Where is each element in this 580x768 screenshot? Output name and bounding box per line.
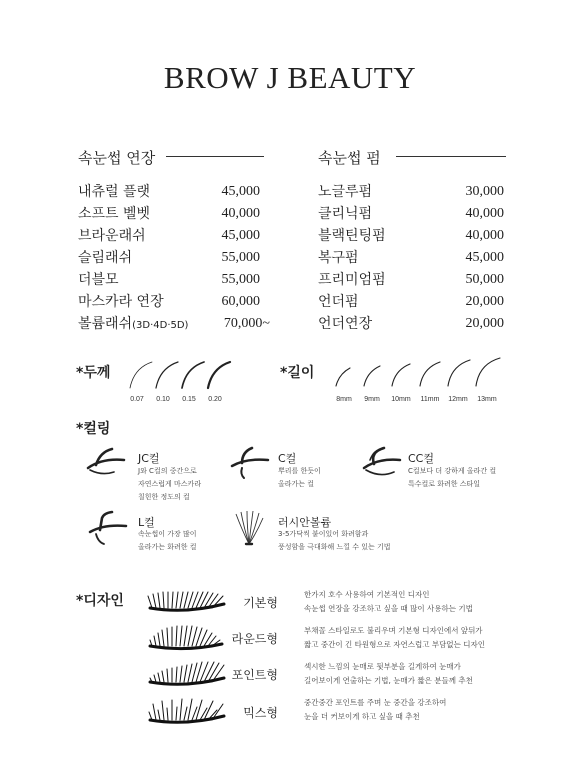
thickness-tick: 0.15 bbox=[182, 396, 196, 403]
design-name: 믹스형 bbox=[243, 706, 278, 720]
service-name: 복구펌 bbox=[318, 250, 359, 266]
lash-icon bbox=[392, 364, 410, 386]
curl-name: 러시안볼륨 bbox=[278, 516, 332, 529]
thickness-tick: 0.10 bbox=[156, 396, 170, 403]
lash-icon bbox=[208, 362, 230, 388]
length-tick: 9mm bbox=[364, 396, 380, 403]
curl-name: L컬 bbox=[138, 516, 155, 529]
curl-desc-line: 올라가는 컬 bbox=[278, 480, 315, 488]
service-name-sub: (3D·4D·5D) bbox=[132, 320, 189, 331]
length-tick: 11mm bbox=[420, 396, 440, 403]
service-price: 40,000 bbox=[221, 206, 260, 221]
c-curl-eye-icon bbox=[228, 446, 274, 480]
curl-name: JC컬 bbox=[138, 452, 160, 465]
thickness-label: *두께 bbox=[76, 365, 111, 381]
curl-desc-line: 속눈썹이 가장 많이 bbox=[138, 530, 197, 538]
lash-icon bbox=[336, 368, 350, 386]
service-name: 노글루펌 bbox=[318, 184, 373, 200]
length-tick: 12mm bbox=[448, 396, 468, 403]
curl-desc bbox=[278, 465, 321, 491]
service-price: 40,000 bbox=[465, 228, 504, 243]
curl-desc bbox=[138, 528, 197, 554]
service-name bbox=[78, 313, 188, 337]
design-name: 라운드형 bbox=[231, 632, 278, 646]
curl-desc-line: 3-5가닥씩 붙이있어 화려함과 bbox=[278, 530, 369, 538]
curl-desc-line: J와 C컬의 중간으로 bbox=[138, 467, 197, 475]
service-name: 마스카라 연장 bbox=[78, 294, 164, 310]
russian-volume-fan-icon bbox=[232, 510, 266, 546]
length-label: *길이 bbox=[280, 365, 315, 381]
service-name: 슬림래쉬 bbox=[78, 250, 133, 266]
price-row bbox=[78, 247, 260, 269]
service-name: 블랙틴팅펌 bbox=[318, 228, 386, 244]
perm-divider bbox=[396, 156, 506, 157]
lash-icon bbox=[156, 362, 178, 388]
design-label: *디자인 bbox=[76, 593, 124, 609]
design-name: 포인트형 bbox=[231, 668, 278, 682]
cc-curl-eye-icon bbox=[360, 446, 406, 480]
price-row bbox=[318, 269, 504, 291]
design-desc-line: 부채꼴 스타일로도 불리우며 기본형 디자인에서 앞뒤가 bbox=[304, 626, 483, 635]
service-name: 브라운래쉬 bbox=[78, 228, 146, 244]
service-price: 45,000 bbox=[465, 250, 504, 265]
service-price: 45,000 bbox=[221, 228, 260, 243]
service-name-main: 볼륨래쉬 bbox=[78, 316, 133, 332]
design-desc bbox=[304, 588, 473, 616]
thickness-tick: 0.07 bbox=[130, 396, 144, 403]
length-tick: 13mm bbox=[477, 396, 497, 403]
service-price: 70,000~ bbox=[223, 316, 270, 331]
service-price: 20,000 bbox=[465, 316, 504, 331]
service-name: 더블모 bbox=[78, 272, 119, 288]
price-row bbox=[78, 269, 260, 291]
service-price: 50,000 bbox=[465, 272, 504, 287]
lash-icon bbox=[476, 358, 500, 386]
length-tick: 8mm bbox=[336, 396, 352, 403]
design-desc bbox=[304, 660, 473, 688]
jc-curl-eye-icon bbox=[84, 446, 130, 480]
design-desc-line: 섹시한 느낌의 눈매로 뒷부분을 길게하여 눈매가 bbox=[304, 662, 461, 671]
service-name: 프리미엄펌 bbox=[318, 272, 386, 288]
lash-icon bbox=[364, 366, 380, 386]
design-desc-line: 길어보이게 연출하는 기법, 눈매가 짧은 분들께 추천 bbox=[304, 676, 473, 685]
thickness-lash-icons bbox=[124, 358, 244, 392]
curl-desc bbox=[278, 528, 391, 554]
service-price: 45,000 bbox=[221, 184, 260, 199]
lash-icon bbox=[130, 362, 152, 388]
curl-desc-line: C컬보다 더 강하게 올라간 컬 bbox=[408, 467, 497, 475]
design-desc-line: 눈을 더 커보이게 하고 싶을 때 추천 bbox=[304, 712, 420, 721]
curl-desc-line: 뿌리를 한듯이 bbox=[278, 467, 321, 475]
thickness-tick: 0.20 bbox=[208, 396, 222, 403]
curl-desc-line: 자연스럽게 마스카라 bbox=[138, 480, 202, 488]
price-row bbox=[78, 291, 260, 313]
curl-desc bbox=[138, 465, 201, 504]
service-price: 20,000 bbox=[465, 294, 504, 309]
design-desc-line: 중간중간 포인트를 주며 눈 중간을 강조하여 bbox=[304, 698, 447, 707]
extension-heading: 속눈썹 연장 bbox=[78, 149, 156, 167]
design-name: 기본형 bbox=[243, 596, 278, 610]
service-price: 55,000 bbox=[221, 272, 260, 287]
lash-icon bbox=[182, 362, 204, 388]
curl-desc-line: 칠힌한 정도의 컬 bbox=[138, 493, 190, 501]
length-lash-icons bbox=[330, 356, 510, 392]
curl-label: *컬링 bbox=[76, 421, 111, 437]
service-name: 클리닉펌 bbox=[318, 206, 373, 222]
service-name: 내츄럴 플랫 bbox=[78, 184, 151, 200]
length-tick: 10mm bbox=[391, 396, 411, 403]
lash-icon bbox=[420, 362, 440, 386]
perm-heading: 속눈썹 펌 bbox=[318, 149, 381, 167]
curl-desc-line: 올라가는 화려한 컬 bbox=[138, 543, 197, 551]
service-price: 30,000 bbox=[465, 184, 504, 199]
price-row bbox=[78, 203, 260, 225]
service-price: 40,000 bbox=[465, 206, 504, 221]
service-name: 소프트 벨벳 bbox=[78, 206, 151, 222]
service-price: 60,000 bbox=[221, 294, 260, 309]
l-curl-eye-icon bbox=[86, 510, 132, 546]
price-row bbox=[78, 225, 260, 247]
price-row bbox=[318, 181, 504, 203]
curl-desc bbox=[408, 465, 496, 491]
price-row bbox=[318, 291, 504, 313]
lash-icon bbox=[448, 360, 470, 386]
curl-name: C컬 bbox=[278, 452, 297, 465]
service-name: 언더연장 bbox=[318, 316, 373, 332]
design-desc-line: 속눈썹 연장을 강조하고 싶을 때 많이 사용하는 기법 bbox=[304, 604, 473, 613]
price-row bbox=[78, 181, 260, 203]
design-desc bbox=[304, 696, 446, 724]
service-price: 55,000 bbox=[221, 250, 260, 265]
curl-name: CC컬 bbox=[408, 452, 434, 465]
curl-desc-line: 풍성함을 극대화해 느낄 수 있는 기법 bbox=[278, 543, 391, 551]
design-desc-line: 짧고 중간이 긴 타원형으로 자연스럽고 부담없는 디자인 bbox=[304, 640, 485, 649]
service-name: 언더펌 bbox=[318, 294, 359, 310]
design-desc-line: 한가지 호수 사용하여 기본적인 디자인 bbox=[304, 590, 430, 599]
design-desc bbox=[304, 624, 485, 652]
price-row bbox=[318, 313, 504, 335]
extension-divider bbox=[166, 156, 264, 157]
page-title: BROW J BEAUTY bbox=[163, 60, 417, 95]
price-row bbox=[318, 247, 504, 269]
price-row bbox=[78, 313, 270, 335]
curl-desc-line: 특수컬로 화려한 스타일 bbox=[408, 480, 481, 488]
price-row bbox=[318, 225, 504, 247]
price-row bbox=[318, 203, 504, 225]
